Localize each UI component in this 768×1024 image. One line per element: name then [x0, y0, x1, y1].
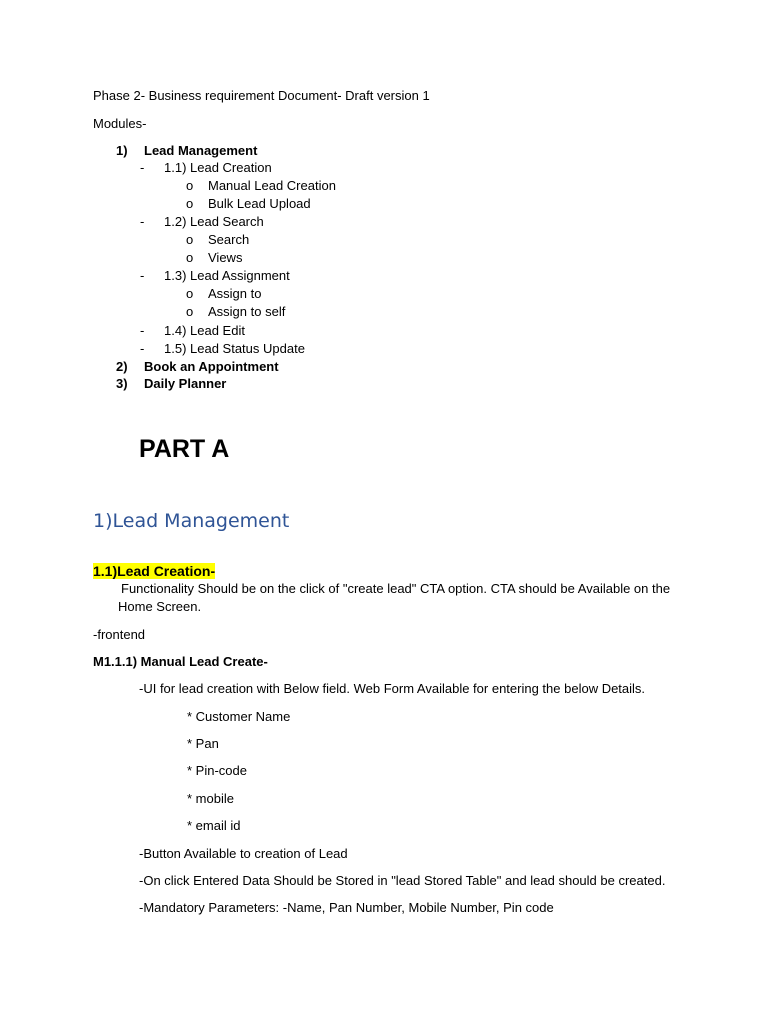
toc-subsub-bulk-lead-upload	[186, 195, 311, 213]
toc-sub-lead-creation	[140, 159, 272, 177]
part-title: PART A	[139, 435, 230, 463]
circle-bullet: o	[186, 232, 194, 247]
dash-bullet: -	[140, 341, 145, 356]
toc-subsub-assign-to	[186, 285, 261, 303]
field-pan: * Pan	[187, 736, 219, 751]
circle-bullet: o	[186, 196, 194, 211]
manual-lead-create-heading: M1.1.1) Manual Lead Create-	[93, 654, 268, 669]
toc-number: 2)	[116, 359, 128, 374]
circle-bullet: o	[186, 178, 194, 193]
circle-bullet: o	[186, 286, 194, 301]
field-mobile: * mobile	[187, 791, 234, 806]
toc-label: Lead Management	[144, 143, 258, 158]
button-available-line: -Button Available to creation of Lead	[139, 846, 348, 861]
field-pin-code: * Pin-code	[187, 763, 247, 778]
toc-subsub-label: Search	[208, 232, 250, 247]
toc-label: Book an Appointment	[144, 359, 279, 374]
toc-subsub-search	[186, 231, 249, 249]
toc-item-lead-management	[116, 142, 257, 160]
lead-creation-description-line1: Functionality Should be on the click of "create lead" CTA option. CTA should be Available on the	[121, 581, 671, 596]
frontend-label: -frontend	[93, 627, 146, 642]
toc-subsub-label: Assign to self	[208, 304, 286, 319]
toc-number: 1)	[116, 143, 128, 158]
toc-sub-label: 1.3) Lead Assignment	[164, 268, 290, 283]
toc-number: 3)	[116, 376, 128, 391]
toc-sub-label: 1.1) Lead Creation	[164, 160, 272, 175]
dash-bullet: -	[140, 160, 145, 175]
toc-subsub-assign-to-self	[186, 303, 285, 321]
toc-subsub-label: Assign to	[208, 286, 262, 301]
field-customer-name: * Customer Name	[187, 709, 291, 724]
document-title: Phase 2- Business requirement Document- Draft version 1	[93, 88, 430, 103]
toc-subsub-views	[186, 249, 242, 267]
toc-subsub-label: Bulk Lead Upload	[208, 196, 311, 211]
lead-creation-description-line2: Home Screen.	[118, 599, 202, 614]
toc-sub-lead-edit	[140, 322, 245, 340]
toc-label: Daily Planner	[144, 376, 227, 391]
toc-item-daily-planner	[116, 375, 226, 393]
dash-bullet: -	[140, 214, 145, 229]
toc-item-book-appointment	[116, 358, 279, 376]
toc-sub-label: 1.5) Lead Status Update	[164, 341, 305, 356]
toc-sub-lead-search	[140, 213, 264, 231]
circle-bullet: o	[186, 304, 194, 319]
toc-sub-lead-assignment	[140, 267, 290, 285]
toc-sub-lead-status-update	[140, 340, 305, 358]
dash-bullet: -	[140, 268, 145, 283]
field-email-id: * email id	[187, 818, 241, 833]
highlighted-heading: 1.1)Lead Creation-	[93, 563, 216, 579]
onclick-line: -On click Entered Data Should be Stored in "lead Stored Table" and lead should be created.	[139, 873, 666, 888]
toc-sub-label: 1.2) Lead Search	[164, 214, 264, 229]
toc-subsub-label: Manual Lead Creation	[208, 178, 336, 193]
dash-bullet: -	[140, 323, 145, 338]
modules-label: Modules-	[93, 116, 147, 131]
mandatory-parameters-line: -Mandatory Parameters: -Name, Pan Number, Mobile Number, Pin code	[139, 900, 554, 915]
subsection-heading-lead-creation	[93, 562, 215, 581]
toc-subsub-label: Views	[208, 250, 243, 265]
ui-description-line: -UI for lead creation with Below field. Web Form Available for entering the below Details.	[139, 681, 646, 696]
toc-sub-label: 1.4) Lead Edit	[164, 323, 245, 338]
toc-subsub-manual-lead-creation	[186, 177, 336, 195]
circle-bullet: o	[186, 250, 194, 265]
section-heading-lead-management: 1)Lead Management	[93, 510, 290, 532]
